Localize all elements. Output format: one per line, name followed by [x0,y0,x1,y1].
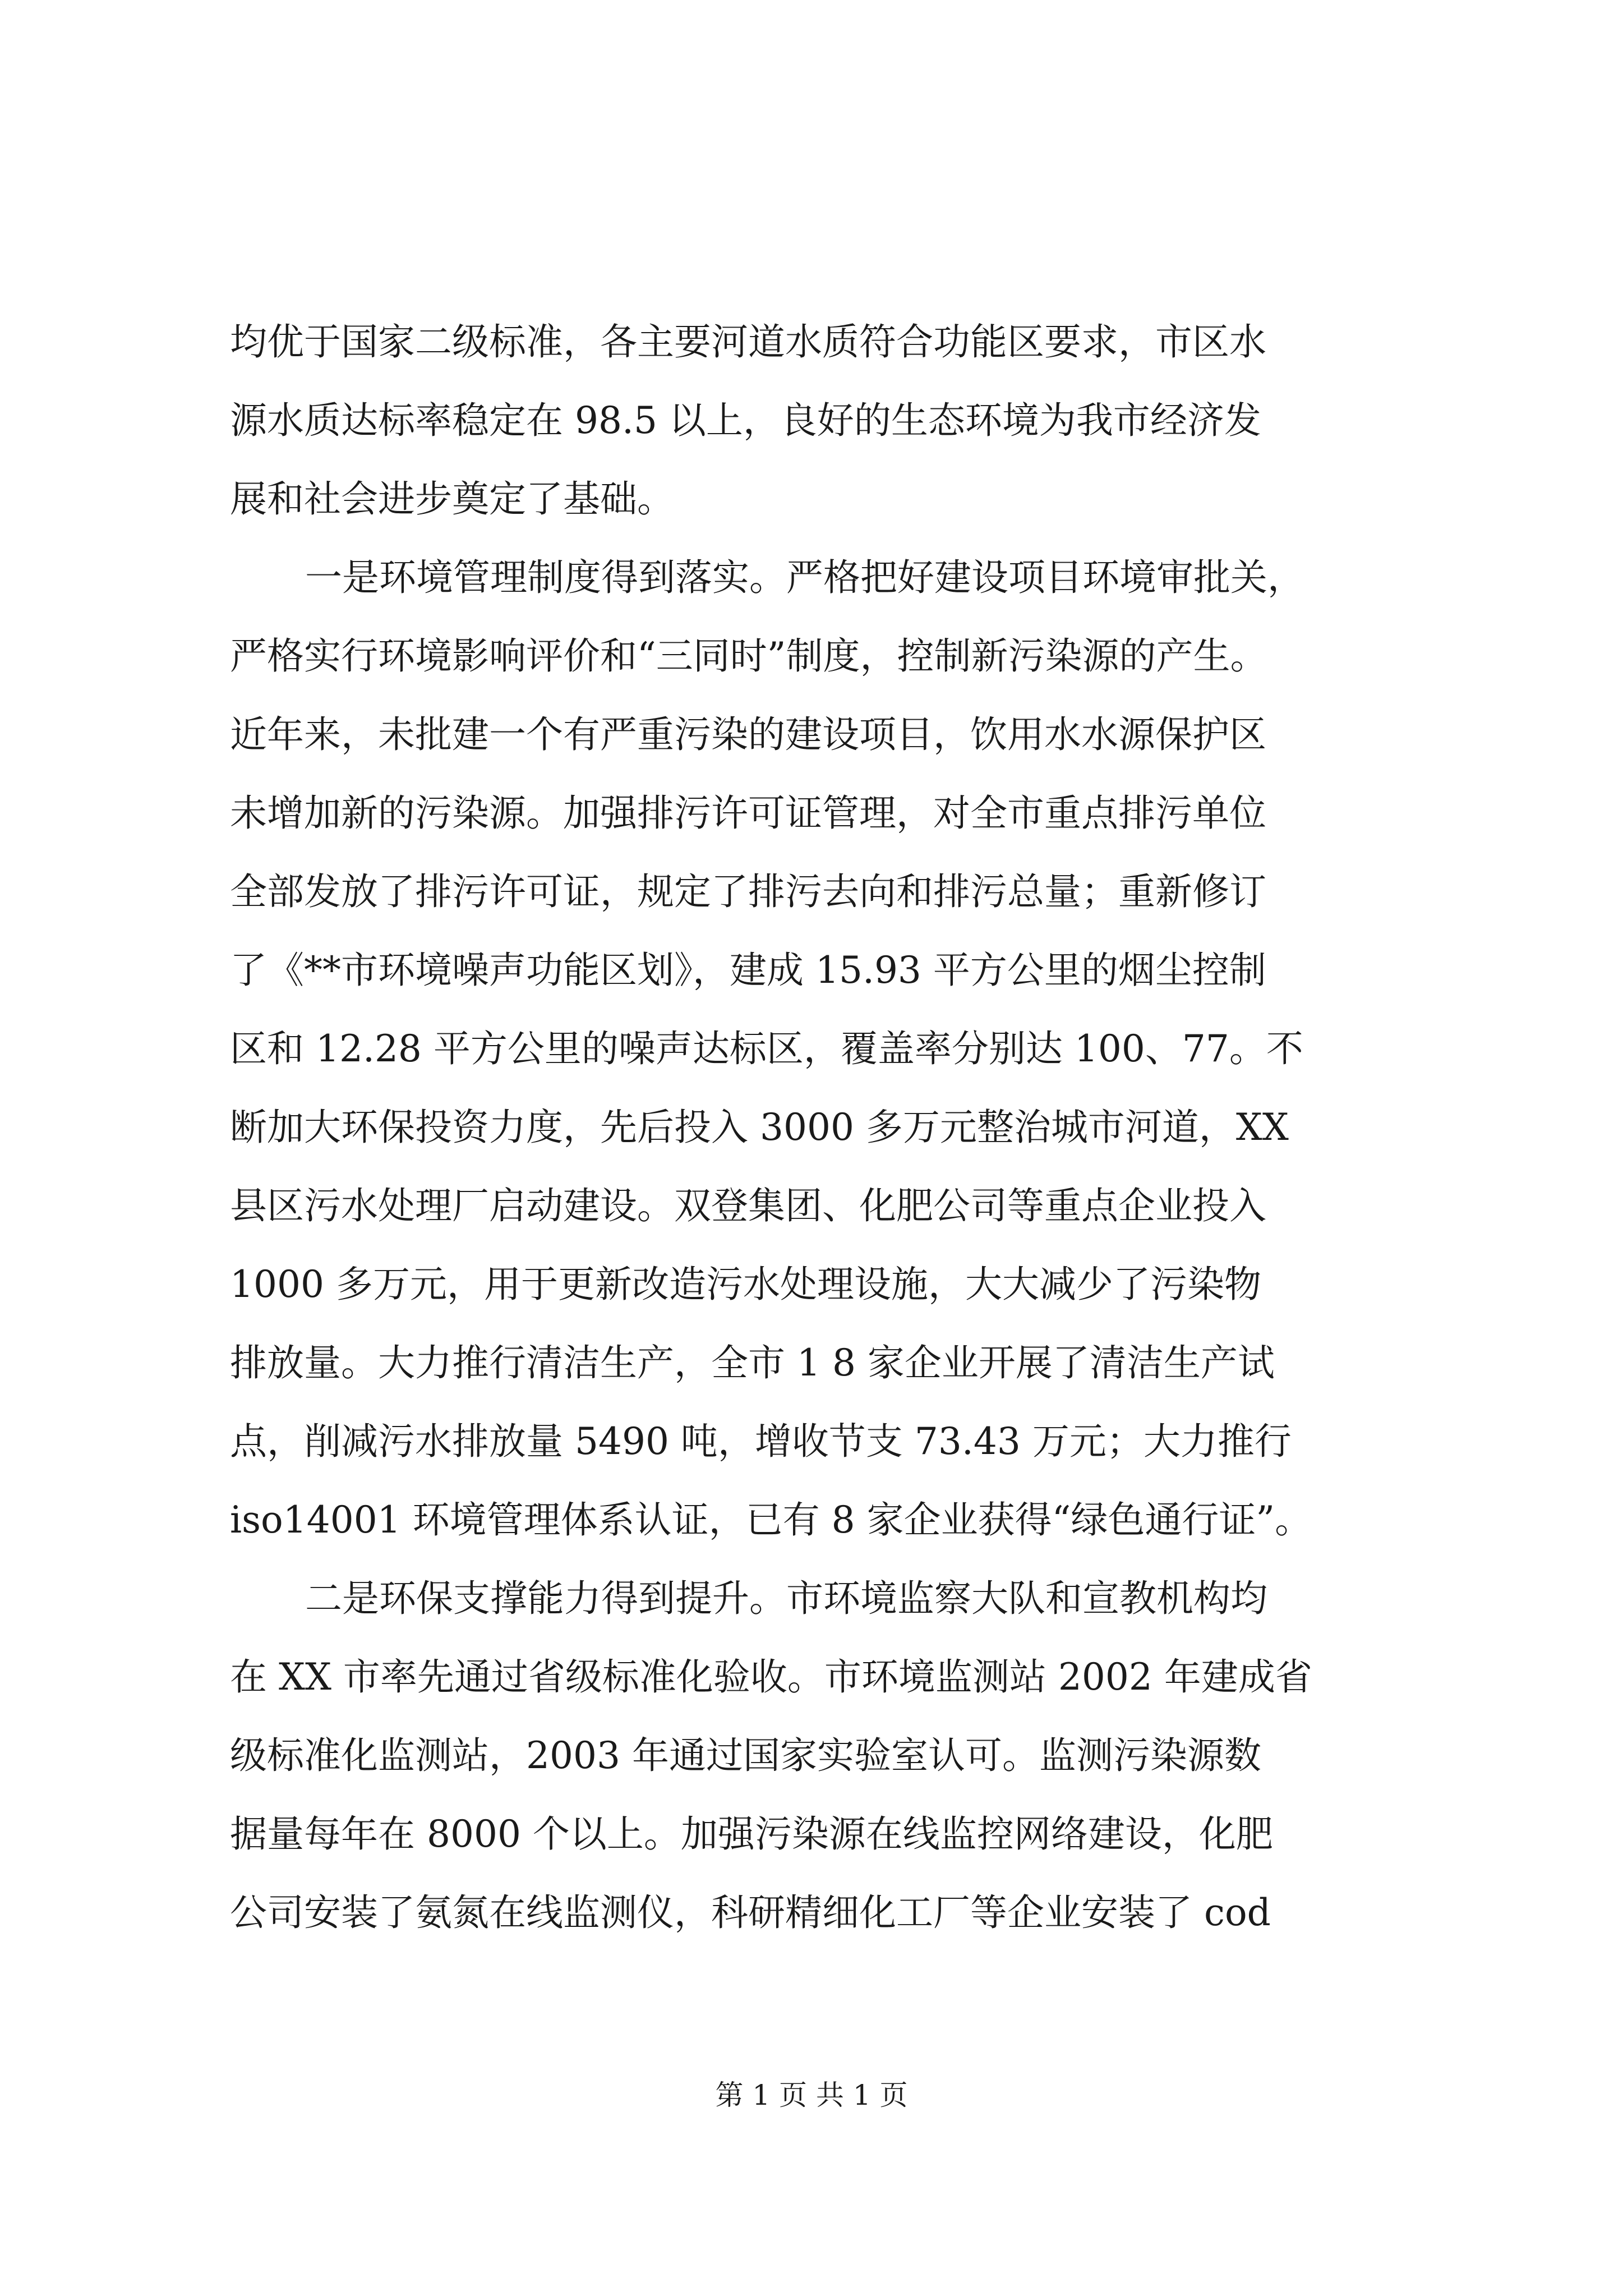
page-footer [0,2076,1623,2115]
document-body [230,303,1464,1952]
text-line: 展和社会进步奠定了基础。 [230,477,674,521]
text-line: 均优于国家二级标准，各主要河道水质符合功能区要求，市区水 [230,320,1266,364]
text-line: 近年来，未批建一个有严重污染的建设项目，饮用水水源保护区 [230,713,1266,756]
text-line: 严格实行环境影响评价和“三同时”制度，控制新污染源的产生。 [230,634,1267,678]
text-line: 级标准化监测站，2003 年通过国家实验室认可。监测污染源数 [230,1734,1261,1777]
text-line: 源水质达标率稳定在 98.5 以上，良好的生态环境为我市经济发 [230,399,1261,442]
text-line: 点，削减污水排放量 5490 吨，增收节支 73.43 万元；大力推行 [230,1420,1292,1463]
paragraph-start-line: 二是环保支撑能力得到提升。市环境监察大队和宣教机构均 [305,1577,1267,1620]
text-line: 全部发放了排污许可证，规定了排污去向和排污总量；重新修订 [230,870,1266,913]
text-line: 排放量。大力推行清洁生产，全市 1 8 家企业开展了清洁生产试 [230,1341,1275,1384]
text-line: 未增加新的污染源。加强排污许可证管理，对全市重点排污单位 [230,792,1266,835]
text-line: 断加大环保投资力度，先后投入 3000 多万元整治城市河道，XX [230,1106,1289,1149]
text-line: 区和 12.28 平方公里的噪声达标区，覆盖率分别达 100、77。不 [230,1027,1303,1070]
text-line: 公司安装了氨氮在线监测仪，科研精细化工厂等企业安装了 cod [230,1891,1271,1934]
text-line: iso14001 环境管理体系认证，已有 8 家企业获得“绿色通行证”。 [230,1498,1312,1542]
paragraph-start-line: 一是环境管理制度得到落实。严格把好建设项目环境审批关， [305,556,1304,599]
text-line: 县区污水处理厂启动建设。双登集团、化肥公司等重点企业投入 [230,1184,1266,1227]
text-line: 了《**市环境噪声功能区划》，建成 15.93 平方公里的烟尘控制 [230,949,1266,992]
text-line: 据量每年在 8000 个以上。加强污染源在线监控网络建设，化肥 [230,1812,1273,1856]
text-line: 在 XX 市率先通过省级标准化验收。市环境监测站 2002 年建成省 [230,1655,1312,1699]
page-number-label: 第 1 页 共 1 页 [715,2079,908,2111]
text-line: 1000 多万元，用于更新改造污水处理设施，大大减少了污染物 [230,1263,1261,1306]
